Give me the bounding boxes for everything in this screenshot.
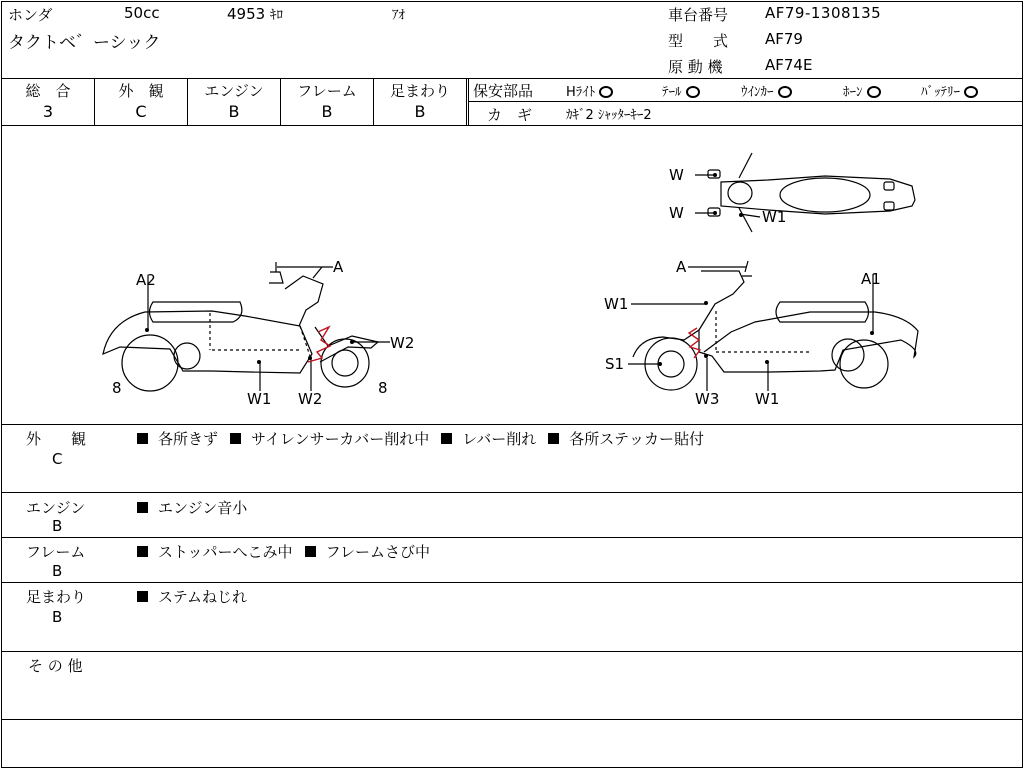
remark-grade: C — [52, 450, 63, 468]
engine-label: 原 動 機 — [668, 58, 723, 76]
bullet-square-icon — [441, 433, 452, 444]
divider — [468, 78, 469, 125]
label-left-w2: W2 — [298, 390, 323, 408]
label-left-8-left: 8 — [112, 379, 122, 397]
type-label: 型 式 — [668, 32, 729, 50]
label-right-w3: W3 — [695, 390, 720, 408]
label-left-w1: W1 — [247, 390, 272, 408]
color: ｱｵ — [392, 8, 405, 23]
ok-circle-icon — [686, 86, 700, 98]
scooter-diagram — [0, 126, 1024, 424]
remark-item: エンジン音小 — [158, 499, 248, 517]
part-headlight-name: Hﾗｲﾄ — [566, 85, 596, 100]
grade-frame-value: B — [321, 102, 333, 121]
bullet-square-icon — [230, 433, 241, 444]
key-label: カ ギ — [487, 106, 533, 124]
remark-items — [137, 497, 259, 518]
remark-grade: B — [52, 517, 63, 535]
label-right-a: A — [676, 258, 687, 276]
key-value: ｶｷﾞ2 ｼｬｯﾀｰｷｰ2 — [566, 108, 652, 123]
part-horn-name: ﾎｰﾝ — [843, 85, 863, 100]
divider — [1, 78, 1022, 79]
bullet-square-icon — [137, 433, 148, 444]
chassis-value: AF79-1308135 — [765, 4, 882, 22]
label-top-w-lower: W — [669, 204, 684, 222]
part-headlight — [566, 81, 613, 100]
grade-engine-value: B — [228, 102, 240, 121]
remark-items — [137, 428, 716, 449]
label-right-s1: S1 — [605, 355, 625, 373]
point-markers — [145, 173, 874, 366]
bullet-square-icon — [137, 546, 148, 557]
label-right-w1-upper: W1 — [604, 295, 629, 313]
other-label: そ の 他 — [28, 657, 83, 675]
chassis-label: 車台番号 — [668, 6, 729, 24]
remark-item: 各所きず — [158, 430, 219, 448]
remark-item: ストッパーへこみ中 — [158, 543, 293, 561]
remark-grade: B — [52, 608, 63, 626]
parts-label: 保安部品 — [473, 82, 534, 100]
grade-exterior-value: C — [135, 102, 147, 121]
maker: ホンダ — [8, 6, 53, 24]
part-battery — [921, 81, 978, 100]
grade-engine-label: エンジン — [204, 82, 264, 100]
scooter-top-view — [695, 153, 915, 232]
remark-items — [137, 586, 259, 607]
model-name: タクトベ゛ーシック — [8, 33, 161, 53]
remark-item: ステムねじれ — [158, 588, 247, 606]
divider — [1, 424, 1022, 425]
remark-category: 足まわり — [26, 588, 87, 606]
bullet-square-icon — [137, 591, 148, 602]
divider — [1, 719, 1022, 720]
remark-category: フレーム — [26, 543, 86, 561]
mileage — [227, 4, 283, 23]
divider — [466, 78, 467, 125]
label-left-8-right: 8 — [378, 379, 388, 397]
divider — [1, 582, 1022, 583]
part-battery-name: ﾊﾞｯﾃﾘｰ — [921, 85, 960, 100]
divider — [1, 651, 1022, 652]
label-top-w-upper: W — [669, 166, 684, 184]
remark-items — [137, 541, 442, 562]
ok-circle-icon — [599, 86, 613, 98]
divider — [1, 537, 1022, 538]
bullet-square-icon — [137, 502, 148, 513]
bullet-square-icon — [305, 546, 316, 557]
remark-item: レバー削れ — [462, 430, 537, 448]
remark-item: フレームさび中 — [325, 543, 430, 561]
ok-circle-icon — [964, 86, 978, 98]
grade-exterior-label: 外 観 — [118, 82, 164, 100]
label-left-a2: A2 — [136, 271, 156, 289]
remark-category: エンジン — [26, 499, 86, 517]
mileage-value: 4953 — [227, 5, 266, 23]
label-left-w2-side: W2 — [390, 334, 415, 352]
part-winker — [741, 81, 792, 100]
divider — [468, 101, 1022, 102]
part-tail — [662, 81, 700, 100]
mileage-unit: ｷﾛ — [269, 8, 283, 23]
grade-overall-value: 3 — [42, 102, 54, 121]
bullet-square-icon — [548, 433, 559, 444]
remark-item: サイレンサーカバー削れ中 — [251, 430, 430, 448]
grade-suspension-value: B — [414, 102, 426, 121]
part-tail-name: ﾃｰﾙ — [662, 85, 682, 100]
ok-circle-icon — [867, 86, 881, 98]
label-right-w1: W1 — [755, 390, 780, 408]
label-top-w1: W1 — [762, 208, 787, 226]
ok-circle-icon — [778, 86, 792, 98]
engine-value: AF74E — [765, 56, 813, 74]
remark-item: 各所ステッカー貼付 — [569, 430, 704, 448]
type-value: AF79 — [765, 30, 803, 48]
part-winker-name: ｳｲﾝｶｰ — [741, 85, 774, 100]
divider — [1, 492, 1022, 493]
label-right-a1: A1 — [861, 270, 881, 288]
grade-frame-label: フレーム — [297, 82, 357, 100]
displacement: 50cc — [124, 4, 160, 22]
grade-overall-label: 総 合 — [25, 82, 71, 100]
label-left-a: A — [333, 258, 344, 276]
part-horn — [843, 81, 881, 100]
grade-suspension-label: 足まわり — [389, 82, 450, 100]
remark-grade: B — [52, 562, 63, 580]
remark-category: 外 観 — [26, 430, 87, 448]
